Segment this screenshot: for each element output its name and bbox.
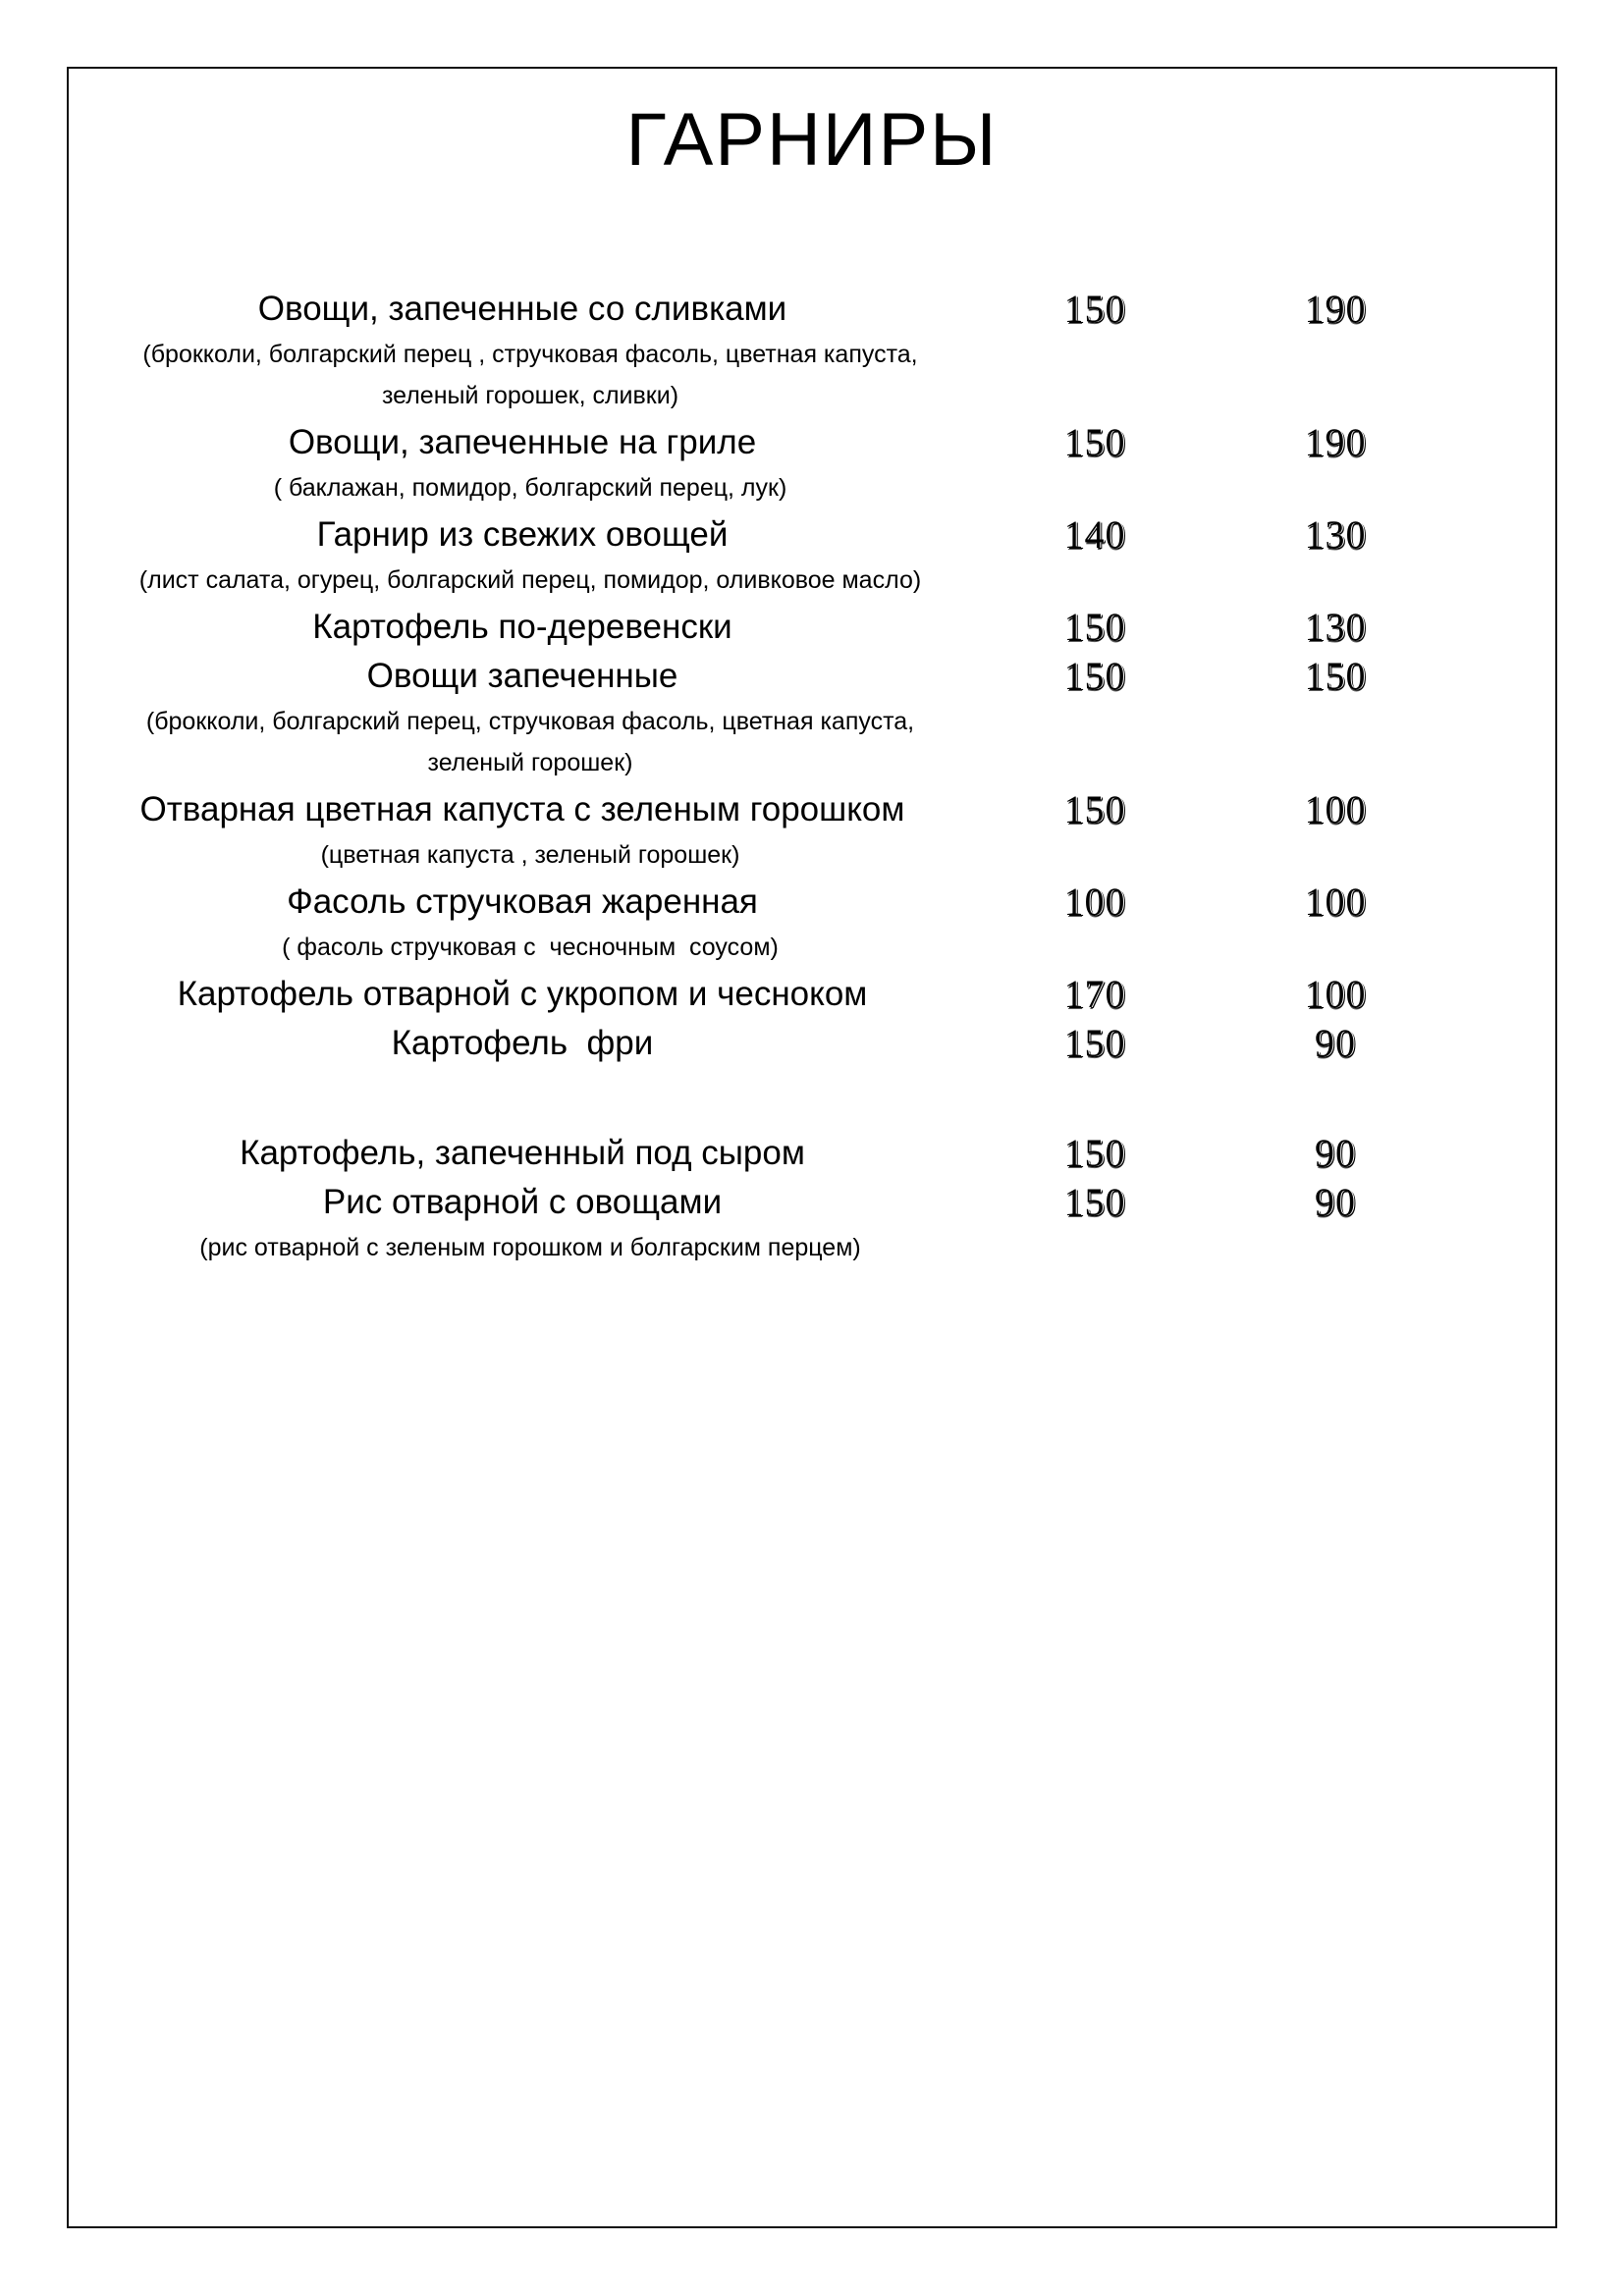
menu-item-row (98, 970, 1394, 1019)
menu-item-row (98, 510, 1394, 560)
page-title: ГАРНИРЫ (625, 98, 999, 182)
menu-item-price-portion-1: 150 (1063, 1131, 1126, 1175)
menu-item-name: Овощи, запеченные на гриле (288, 423, 757, 461)
menu-item-price-portion-1: 150 (1063, 1021, 1126, 1065)
menu-item-description: (цветная капуста , зеленый горошек) (320, 841, 740, 869)
menu-item-name: Картофель фри (391, 1024, 654, 1062)
menu-item-row (98, 1178, 1394, 1227)
menu-item-price-portion-1: 150 (1063, 287, 1126, 331)
menu-item-name: Рис отварной с овощами (322, 1183, 723, 1221)
menu-item-description: (брокколи, болгарский перец, стручковая фасоль, цветная капуста, зеленый горошек) (145, 708, 922, 776)
menu-item-price-portion-2: 150 (1304, 654, 1367, 698)
menu-item-name: Картофель отварной с укропом и чесноком (177, 975, 868, 1013)
menu-item-price-portion-1: 150 (1063, 654, 1126, 698)
menu-item-row (98, 1129, 1394, 1178)
menu-item-price-portion-1: 150 (1063, 605, 1126, 649)
menu-item-price-portion-2: 100 (1304, 972, 1367, 1016)
menu-item-price-portion-2: 190 (1304, 287, 1367, 331)
menu-item-row (98, 1019, 1394, 1068)
menu-item-price-portion-2: 100 (1304, 880, 1367, 924)
menu-item-description: ( баклажан, помидор, болгарский перец, лук) (273, 474, 787, 502)
menu-item (98, 878, 1394, 968)
menu-item-price-portion-1: 170 (1063, 972, 1126, 1016)
menu-item-price-portion-1: 150 (1063, 787, 1126, 831)
menu-item-price-portion-2: 100 (1304, 787, 1367, 831)
menu-item-price-portion-1: 100 (1063, 880, 1126, 924)
menu-item-price-portion-2: 90 (1315, 1131, 1356, 1175)
menu-item-name: Отварная цветная капуста с зеленым горошком (139, 790, 905, 828)
menu-spacer (98, 1068, 1394, 1129)
menu-item (98, 970, 1394, 1019)
menu-item-description: (лист салата, огурец, болгарский перец, помидор, оливковое масло) (138, 566, 922, 594)
menu-item (98, 285, 1394, 416)
menu-item (98, 1178, 1394, 1268)
menu-item-price-portion-2: 90 (1315, 1021, 1356, 1065)
menu-item-name: Картофель по-деревенски (312, 608, 732, 646)
menu-item-row (98, 418, 1394, 467)
menu-item (98, 652, 1394, 783)
title-block (0, 98, 1624, 182)
menu-item (98, 510, 1394, 601)
menu-item-price-portion-1: 140 (1063, 512, 1126, 557)
menu-item-row (98, 285, 1394, 334)
menu-item-name: Фасоль стручковая жаренная (287, 882, 758, 921)
menu-item-name: Овощи, запеченные со сливками (257, 290, 787, 328)
menu-item (98, 785, 1394, 876)
menu-item (98, 603, 1394, 652)
menu-item-name: Овощи запеченные (366, 657, 678, 695)
menu-item-description: (брокколи, болгарский перец , стручковая фасоль, цветная капуста, зеленый горошек, сливки) (142, 341, 925, 409)
menu-item (98, 418, 1394, 508)
menu-item-price-portion-2: 130 (1304, 605, 1367, 649)
menu-item-name: Гарнир из свежих овощей (316, 515, 729, 554)
menu-item (98, 1019, 1394, 1068)
menu-item-row (98, 785, 1394, 834)
menu-item-price-portion-2: 90 (1315, 1180, 1356, 1224)
menu-item-price-portion-1: 150 (1063, 420, 1126, 464)
menu-item-row (98, 652, 1394, 701)
menu-item (98, 1129, 1394, 1178)
menu-item-row (98, 603, 1394, 652)
menu-item-row (98, 878, 1394, 927)
menu-item-price-portion-2: 190 (1304, 420, 1367, 464)
menu-item-list (98, 285, 1394, 1270)
menu-item-price-portion-2: 130 (1304, 512, 1367, 557)
menu-item-description: (рис отварной с зеленым горошком и болгарским перцем) (199, 1234, 861, 1261)
menu-item-price-portion-1: 150 (1063, 1180, 1126, 1224)
menu-item-name: Картофель, запеченный под сыром (240, 1134, 805, 1172)
menu-item-description: ( фасоль стручковая с чесночным соусом) (282, 934, 779, 961)
